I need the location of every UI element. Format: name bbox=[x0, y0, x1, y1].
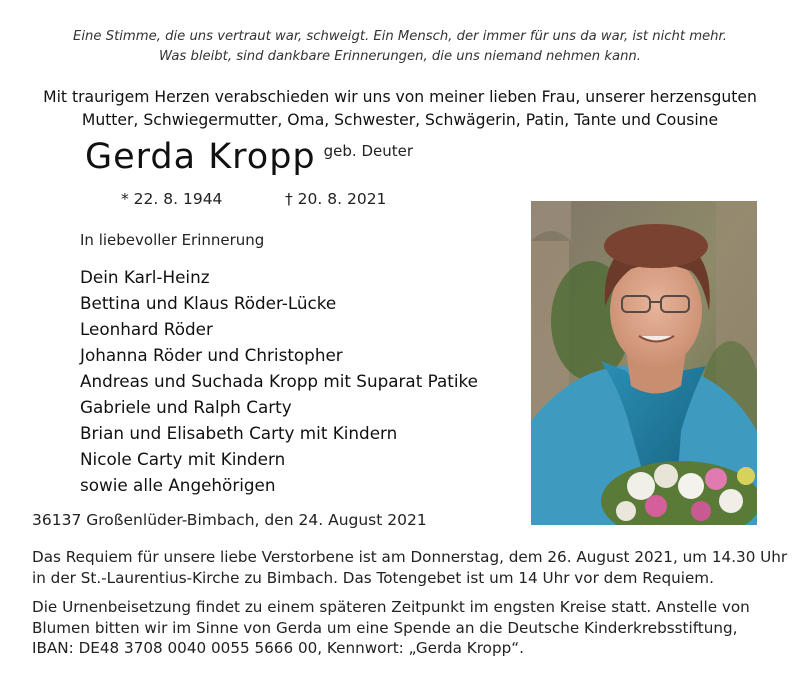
motto-line: Was bleibt, sind dankbare Erinnerungen, die uns niemand nehmen kann. bbox=[159, 49, 641, 64]
mourner-item: Bettina und Klaus Röder-Lücke bbox=[80, 293, 337, 313]
mourner-item: Gabriele und Ralph Carty bbox=[80, 397, 292, 417]
mourner-item: Dein Karl-Heinz bbox=[80, 267, 210, 287]
portrait-illustration bbox=[531, 201, 757, 525]
mourner-item: Brian und Elisabeth Carty mit Kindern bbox=[80, 423, 398, 443]
burial-line: IBAN: DE48 3708 0040 0055 5666 00, Kennwort: „Gerda Kropp“. bbox=[32, 639, 524, 657]
motto-line: Eine Stimme, die uns vertraut war, schweigt. Ein Mensch, der immer für uns da war, ist nicht mehr. bbox=[73, 29, 727, 44]
deceased-name-block bbox=[85, 132, 413, 182]
memory-label: In liebevoller Erinnerung bbox=[80, 231, 265, 249]
memorial-motto bbox=[40, 27, 760, 67]
burial-info bbox=[32, 597, 772, 659]
place-and-date: 36137 Großenlüder-Bimbach, den 24. August 2021 bbox=[32, 511, 427, 529]
burial-line: Blumen bitten wir im Sinne von Gerda um eine Spende an die Deutsche Kinderkrebsstiftung, bbox=[32, 618, 738, 637]
birth-name: geb. Deuter bbox=[323, 142, 414, 160]
intro-line: Mutter, Schwiegermutter, Oma, Schwester, Schwägerin, Patin, Tante und Cousine bbox=[81, 111, 719, 129]
birth-date: * 22. 8. 1944 bbox=[121, 190, 223, 208]
burial-line: Die Urnenbeisetzung findet zu einem späteren Zeitpunkt im engsten Kreise statt. Anstelle von bbox=[32, 598, 750, 616]
mourner-item: Johanna Röder und Christopher bbox=[80, 345, 343, 365]
deceased-name: Gerda Kropp bbox=[85, 137, 316, 177]
mourner-item: Andreas und Suchada Kropp mit Suparat Patike bbox=[80, 371, 478, 391]
mourner-item: Leonhard Röder bbox=[80, 319, 213, 339]
requiem-info bbox=[32, 547, 788, 588]
intro-line: Mit traurigem Herzen verabschieden wir uns von meiner lieben Frau, unserer herzensguten bbox=[43, 88, 757, 106]
requiem-line: in der St.-Laurentius-Kirche zu Bimbach. Das Totengebet ist um 14 Uhr vor dem Requiem. bbox=[32, 568, 714, 587]
requiem-line: Das Requiem für unsere liebe Verstorbene ist am Donnerstag, dem 26. August 2021, um 14.30 Uhr bbox=[32, 548, 788, 566]
intro-text bbox=[40, 86, 760, 132]
mourner-item: sowie alle Angehörigen bbox=[80, 475, 276, 495]
mourner-item: Nicole Carty mit Kindern bbox=[80, 449, 286, 469]
portrait-photo bbox=[531, 201, 757, 525]
death-date: † 20. 8. 2021 bbox=[285, 190, 387, 208]
mourners-list bbox=[80, 264, 478, 498]
